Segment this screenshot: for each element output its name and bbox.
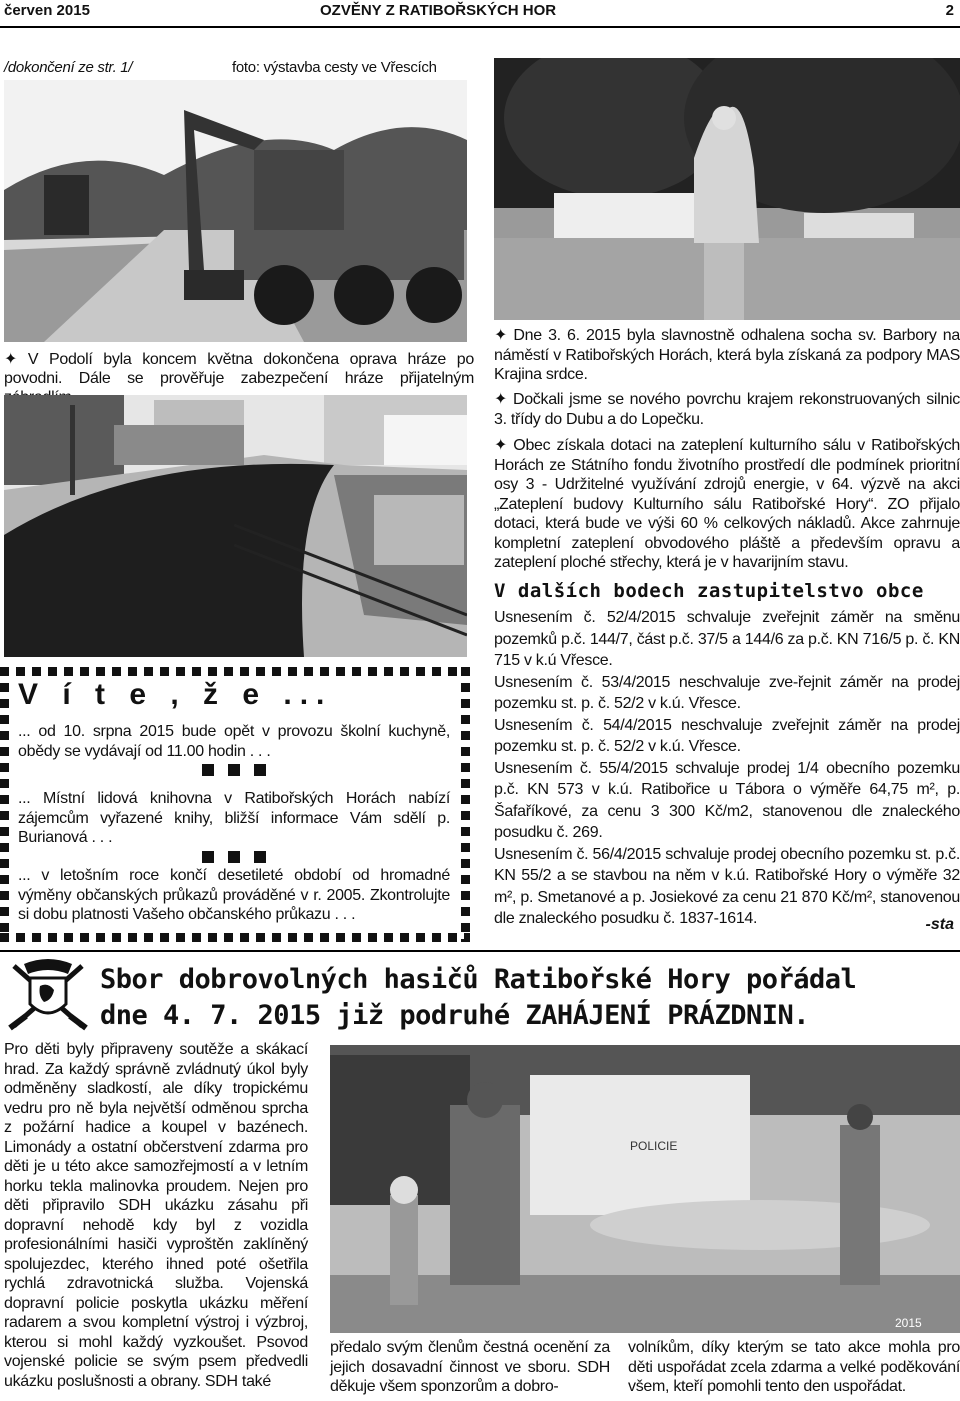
headline-line-2: dne 4. 7. 2015 již podruhé ZAHÁJENÍ PRÁZDNIN. — [100, 1000, 809, 1031]
vite-heading-wrap — [18, 678, 332, 712]
box-border-top — [0, 667, 470, 676]
firefighter-emblem-icon — [4, 956, 92, 1036]
dam-repair-text: ✦ V Podolí byla koncem května dokončena oprava hráze po povodni. Dále se prověřuje zabezpečení hráze přijatelným — [4, 351, 474, 387]
box-border-bottom — [0, 933, 470, 942]
news-item-3: ✦ Obec získala dotaci na zateplení kulturního sálu v Ratibořských Horách ze Státního fondu životního prostředí dle podmínek prioritní osy 3 - Udržitelné využívání zdrojů energie, v 64. výzvě na akci „Zateplení budovy Kulturního sálu Ratibořské Hory“. ZO přijalo dotaci, která bude ve výši 60 % celkových nákladů. Akce zahrnuje kompletní zateplení obvodového pláště a především opravu a zateplení ploché střechy, která je v havarijním stavu. — [494, 437, 960, 571]
fire-brigade-event-photo — [330, 1045, 960, 1333]
event-article-middle: předalo svým členům čestná ocenění za jejich dosavadní činnost ve sboru. SDH děkuje všem sponzorům a dobro- — [330, 1339, 610, 1395]
section-title-wrap — [494, 580, 960, 602]
event-article-right: volníkům, díky kterým se tato akce mohla pro děti uspořádat zcela zdarma a velké poděkování všem, kteří pomohli tento den uspořádat. — [628, 1339, 960, 1395]
headline-line-1: Sbor dobrovolných hasičů Ratibořské Hory pořádal — [100, 964, 857, 995]
newspaper-title: OZVĚNY Z RATIBOŘSKÝCH HOR — [320, 2, 557, 19]
road-construction-photo — [4, 80, 467, 342]
resolution-56: Usnesením č. 56/4/2015 schvaluje prodej obecního pozemku st. p.č. KN 55/2 a se stavbou na něm v k.ú. Ratibořské Hory o výměře 32 m², p. Smetanové a p. Josiekové za cenu 21 870 Kč/m², stanovenou dle znaleckého posudku č. 1837-1614. — [494, 845, 960, 927]
vite-item-1: ... od 10. srpna 2015 bude opět v provozu školní kuchyně, obědy se vydávají od 11.00 hodin . . . — [18, 723, 450, 760]
st-barbora-statue-photo — [494, 58, 960, 320]
photo-credit: foto: výstavba cesty ve Vřescích — [232, 59, 437, 76]
village-pond-photo — [4, 395, 467, 657]
photo-stamp: 2015 — [895, 1316, 922, 1330]
vite-item-2: ... Místní lidová knihovna v Ratibořských Horách nabízí zájemcům vyřazené knihy, bližší informace Vám sdělí p. Burianová . . . — [18, 790, 450, 846]
box-border-right — [461, 667, 470, 942]
issue-date: červen 2015 — [4, 2, 90, 19]
section-divider — [0, 950, 960, 952]
vite-item-3: ... v letošním roce končí desetileté období od hromadné výměny občanských průkazů prováděné v r. 2005. Zkontrolujte si dobu platnosti Vašeho občanského průkazu . . . — [18, 867, 450, 923]
resolution-53: Usnesením č. 53/4/2015 neschvaluje zve-řejnit záměr na prodej pozemku st. p. č. 52/2 v k.ú. Vřesce. — [494, 673, 960, 712]
page-number: 2 — [945, 2, 954, 19]
news-item-2: ✦ Dočkali jsme se nového povrchu krajem rekonstruovaných silnic 3. třídy do Dubu a do Lopečku. — [494, 391, 960, 428]
resolution-52: Usnesením č. 52/4/2015 schvaluje zveřejnit záměr na směnu pozemků p.č. 144/7, část p.č. 37/5 a 144/6 za p.č. KN 716/5 p. č. KN 715 v k.ú Vřesce. — [494, 609, 960, 669]
box-border-left — [0, 667, 9, 942]
page-header — [0, 0, 960, 28]
event-article-left: Pro děti byly připraveny soutěže a skákací hrad. Za každý správně zvládnutý úkol byly odměněny sladkostí, ale díky tropickému vedru pro ně byla největší odměnou sprcha z požární hadice a koupel v bazénech. Limonády a ostatní občerstvení zdarma pro děti je u této akce samozřejmostí a v letním horku tekla malinovka proudem. Nejen pro děti připravilo SDH ukázku zásahu při dopravní nehodě kdy byl z vozidla profesionálními hasiči vyproštěn zaklíněný spolujezdec, kterého ihned poté ošetřila rychlá zdravotnická služba. Vojenská dopravní policie poskytla ukázku měření radarem a svou kompletní výstroj i výzbroj, kterou si mohl každý vyzkoušet. Psovod vojenské policie se svým psem předvedli ukázku poslušnosti a obrany. SDH také — [4, 1041, 308, 1390]
separator-squares-1 — [18, 763, 450, 779]
event-headline — [100, 962, 960, 1034]
news-item-1: ✦ Dne 3. 6. 2015 byla slavnostně odhalena socha sv. Barbory na náměstí v Ratibořských Horách, která byla získaná za podpory MAS Krajina srdce. — [494, 327, 960, 383]
author-signature: -sta — [925, 916, 954, 933]
separator-squares-2 — [18, 850, 450, 866]
resolution-55: Usnesením č. 55/4/2015 schvaluje prodej 1/4 obecního pozemku p.č. KN 573 v k.ú. Ratibořice u Tábora o výměře 64,75 m², p. Šafaříkové, za cenu 3 300 Kč/m2, stanovenou dle znaleckého posudku č. 269. — [494, 759, 960, 841]
resolution-54: Usnesením č. 54/4/2015 neschvaluje zveřejnit záměr na prodej pozemku st. p. č. 52/2 v k.ú. Vřesce. — [494, 716, 960, 755]
resolutions-list — [494, 607, 960, 930]
zastupitelstvo-heading: V dalších bodech zastupitelstvo obce — [494, 580, 924, 602]
continuation-note: /dokončení ze str. 1/ — [4, 59, 133, 76]
police-sign-text: POLICIE — [630, 1139, 678, 1153]
vite-heading: V í t e , ž e ... — [18, 678, 333, 711]
